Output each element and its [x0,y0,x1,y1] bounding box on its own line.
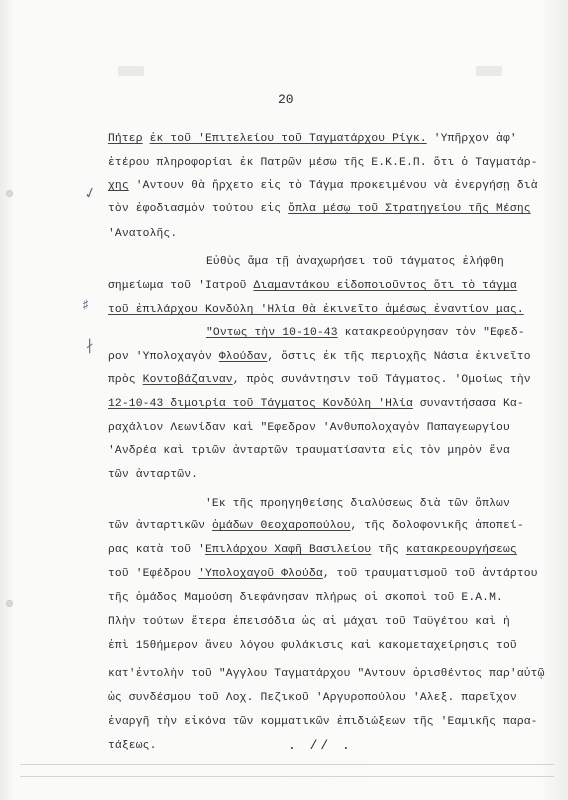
text-line [108,398,524,410]
text-segment: , τῆς δολοφονικῆς ἀποπεί- [350,520,524,532]
page-number: 20 [278,92,294,107]
text-line [108,422,510,434]
text-line [108,716,538,728]
margin-bracket-mark: ∤ [86,336,94,354]
text-segment: κατακρεουργήσεως [405,544,517,556]
text-segment: ἐναργῆ τὴν εἰκόνα τῶν κομματικῶν ἐπιδιώξεων τῆς 'Εαμικῆς παρα- [108,716,538,728]
text-segment: 12-10-43 διμοιρία τοῦ Τάγματος Κονδύλη 'Ηλία [108,398,413,410]
text-line [108,692,517,704]
margin-check-mark: ✓ [81,182,99,204]
text-segment: Πλὴν τούτων ἕτερα ἐπεισόδια ὡς αἱ μάχαι τοῦ Ταϋγέτου καὶ ἡ [108,616,510,628]
text-line [108,304,524,316]
text-line [108,616,510,628]
text-segment: , ὅστις ἐκ τῆς περιοχῆς Νάσια ἐκινεῖτο [267,351,531,363]
text-line [108,203,531,215]
text-segment: ρας κατὰ τοῦ ' [108,544,206,556]
text-segment: 'Υπῆρχον ἀφ' [426,133,517,145]
text-line [108,280,517,292]
text-segment: Πήτερ [108,133,143,145]
text-segment: 'Αντουν θὰ ἤρχετο εἰς τὸ Τάγμα προκειμένου νὰ ἐνεργήσῃ διὰ [128,180,538,192]
text-line [108,133,517,145]
text-segment: , τοῦ τραυματισμοῦ τοῦ ἀντάρτου [322,568,538,580]
text-line [205,498,510,510]
text-segment: πρὸς [108,374,143,386]
text-segment: συναντήσασα Κα- [412,398,524,410]
text-segment: Εὐθὺς ἅμα τῇ ἀναχωρήσει τοῦ τάγματος ἐλήφθη [206,256,504,268]
text-segment: ὡς συνδέσμου τοῦ Λοχ. Πεζικοῦ 'Αργυροπούλου 'Αλεξ. παρεῖχον [108,692,517,704]
text-segment: Κοντοβάζαιναν [142,374,233,386]
text-line [108,544,517,556]
punch-hole [6,190,13,197]
text-line [108,445,510,457]
text-segment: 'Ανατολῆς. [108,228,178,240]
text-segment: 'Εκ τῆς προηγηθείσης διαλύσεως διὰ τῶν ὅπλων [205,498,510,510]
paper-smudge [476,66,502,76]
text-segment: τῆς ὁμάδος Μαμούση διεφάνησαν πλήρως οἱ σκοποὶ τοῦ Ε.Α.Μ. [108,592,503,604]
text-line [108,469,198,481]
text-segment: Φλούδαν [218,351,268,363]
text-segment: , πρὸς συνάντησιν τοῦ Τάγματος. 'Ομοίως τὴν [232,374,531,386]
text-segment: τὸν ἐφοδιασμὸν τούτου εἰς [108,203,289,215]
text-line [108,568,538,580]
page-footer: . // . [288,738,353,753]
text-line [108,740,157,752]
text-segment: χης [108,180,129,192]
text-segment: Διαμαντάκου εἰδοποιοῦντος ὅτι τὸ τάγμα [253,280,517,292]
text-line [206,256,504,268]
text-segment: τοῦ ἐπιλάρχου Κονδύλη 'Ηλία θὰ ἐκινεῖτο ἀμέσως ἐναντίον μας. [108,304,524,316]
text-segment: ὅπλα μέσῳ τοῦ Στρατηγείου τῆς Μέσης [288,203,531,215]
text-segment: τάξεως. [108,740,157,752]
text-segment: ἑτέρου πληροφορίαι ἐκ Πατρῶν μέσω τῆς Ε.Κ.Ε.Π. ὅτι ὁ Ταγματάρ- [108,157,538,169]
text-line [206,327,525,339]
text-segment: ὁμάδων Θεοχαροπούλου [211,520,351,532]
text-segment: τῶν ἀνταρτικῶν [108,520,212,532]
text-line [108,157,538,169]
text-segment: κατ'ἐντολὴν τοῦ "Αγγλου Ταγματάρχου "Αντουν ὁρισθέντος παρ'αὐτῷ [108,668,545,680]
text-segment: ραχάλιον Λεωνίδαν καὶ "Εφεδρον 'Ανθυπολοχαγὸν Παπαγεωργίου [108,422,510,434]
text-line [108,592,503,604]
text-line [108,228,177,240]
paper-smudge [118,66,144,76]
page-edge-line [20,764,554,765]
text-line [108,180,538,192]
text-segment: κατακρεούργησαν τὸν "Εφεδ- [337,327,525,339]
text-segment: Επιλάρχου Χαφῆ Βασιλείου [205,544,372,556]
page-edge-line [20,776,554,777]
text-segment: ἐκ τοῦ 'Επιτελείου τοῦ Ταγματάρχου Ρίγκ. [149,133,427,145]
text-line [108,351,531,363]
text-line [108,374,531,386]
text-segment: τῆς [371,544,406,556]
text-segment [143,133,150,145]
text-segment: σημείωμα τοῦ 'Ιατροῦ [108,280,254,292]
margin-hash-mark: ♯ [82,296,90,314]
text-segment: τῶν ἀνταρτῶν. [108,469,199,481]
text-line [108,520,524,532]
text-segment: ἐπὶ 15θήμερον ἄνευ λόγου φυλάκισις καὶ κακομεταχείρησις τοῦ [108,640,517,652]
text-segment: "Οντως τὴν 10-10-43 [206,327,338,339]
punch-hole [6,600,13,607]
text-line [108,668,545,680]
text-segment: 'Ανδρέα καὶ τριῶν ἀνταρτῶν τραυματίσαντα εἰς τὸν μηρὸν ἕνα [108,445,510,457]
text-segment: τοῦ 'Εφέδρου [108,568,199,580]
text-segment: 'Υπολοχαγοῦ Φλούδα [198,568,323,580]
text-segment: ρον 'Υπολοχαγὸν [108,351,219,363]
text-line [108,640,517,652]
